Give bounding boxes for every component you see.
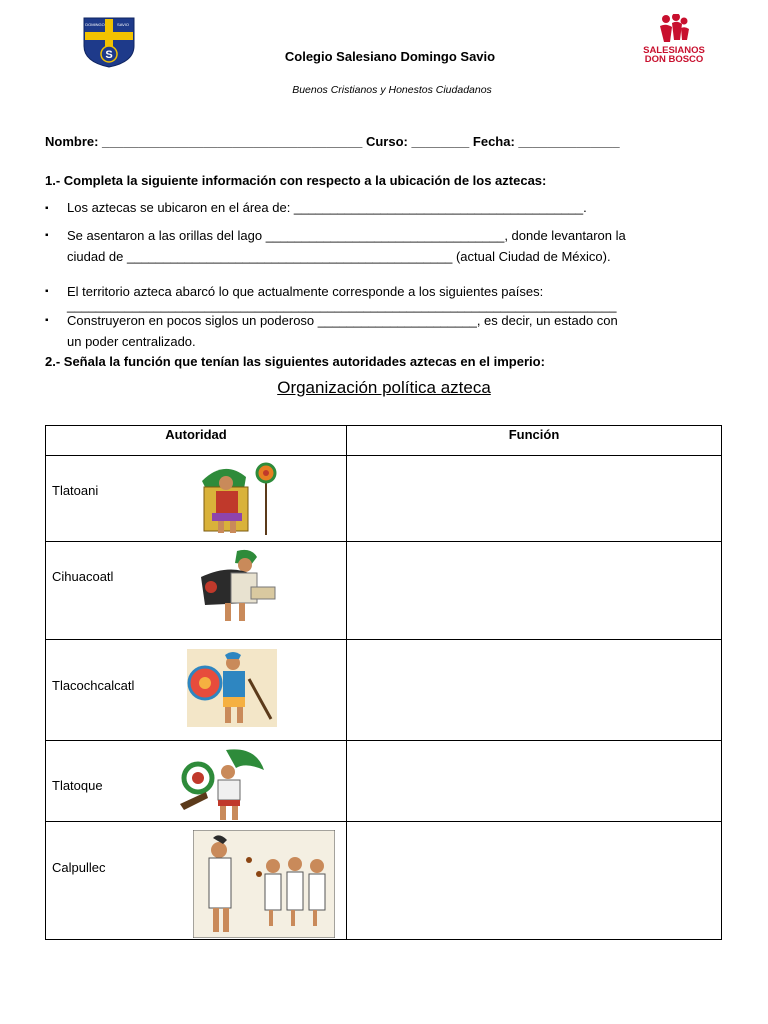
authority-name: Cihuacoatl — [52, 569, 114, 584]
authority-cell — [46, 741, 347, 822]
cihuacoatl-illustration — [191, 547, 283, 625]
authority-cell — [46, 456, 347, 542]
authority-name: Tlacochcalcatl — [52, 678, 135, 693]
header-funcion: Función — [347, 426, 722, 456]
section1-item3-line2: ____________________________________________________________________________ — [67, 298, 617, 313]
function-cell[interactable] — [347, 542, 722, 640]
authority-name: Tlatoque — [52, 778, 103, 793]
org-title: Organización política azteca — [277, 378, 491, 397]
school-motto: Buenos Cristianos y Honestos Ciudadanos — [292, 84, 492, 96]
bullet-marker: ▪ — [45, 230, 49, 241]
authority-cell — [46, 542, 347, 640]
section2-heading: 2.- Señala la función que tenían las siguientes autoridades aztecas en el imperio: — [45, 354, 545, 369]
table-row — [46, 741, 722, 822]
function-cell[interactable] — [347, 741, 722, 822]
section1-item4-line2: un poder centralizado. — [67, 334, 196, 349]
bullet-marker: ▪ — [45, 315, 49, 326]
tlatoque-illustration — [176, 748, 268, 822]
calpullec-illustration — [193, 830, 335, 938]
section1-item4-line1: Construyeron en pocos siglos un poderoso ______________________, es decir, un estado con — [67, 313, 618, 328]
section1-item2-line2: ciudad de _____________________________________________ (actual Ciudad de México). — [67, 249, 611, 264]
function-cell[interactable] — [347, 822, 722, 940]
bullet-marker: ▪ — [45, 286, 49, 297]
table-row — [46, 456, 722, 542]
student-info-line: Nombre: ____________________________________ Curso: ________ Fecha: ______________ — [45, 134, 620, 149]
header-autoridad: Autoridad — [46, 426, 347, 456]
authority-name: Tlatoani — [52, 483, 99, 498]
tlatoani-illustration — [194, 459, 286, 537]
function-cell[interactable] — [347, 640, 722, 741]
authority-name: Calpullec — [52, 860, 106, 875]
table-header-row — [46, 426, 722, 456]
section1-item2-line1: Se asentaron a las orillas del lago _________________________________, donde levantaron la — [67, 228, 626, 243]
table-row — [46, 640, 722, 741]
section1-heading: 1.- Completa la siguiente información con respecto a la ubicación de los aztecas: — [45, 173, 547, 188]
table-row — [46, 542, 722, 640]
authority-table — [45, 425, 722, 940]
partner-logo-line2: DON BOSCO — [644, 54, 704, 65]
section1-item3-line1: El territorio azteca abarcó lo que actualmente corresponde a los siguientes países: — [67, 284, 544, 299]
school-title: Colegio Salesiano Domingo Savio — [284, 49, 496, 64]
tlacochcalcatl-illustration — [187, 649, 277, 727]
authority-cell — [46, 822, 347, 940]
partner-logo-mark — [636, 14, 712, 44]
section1-item1: Los aztecas se ubicaron en el área de: ________________________________________. — [67, 200, 587, 215]
school-logo-text-1: DOMINGO — [85, 22, 105, 27]
bullet-marker: ▪ — [45, 203, 49, 214]
authority-cell — [46, 640, 347, 741]
school-logo-letter: S — [105, 49, 113, 61]
school-logo-text-2: SAVIO — [117, 22, 129, 27]
table-row — [46, 822, 722, 940]
function-cell[interactable] — [347, 456, 722, 542]
partner-logo-line1: SALESIANOS — [643, 45, 705, 56]
